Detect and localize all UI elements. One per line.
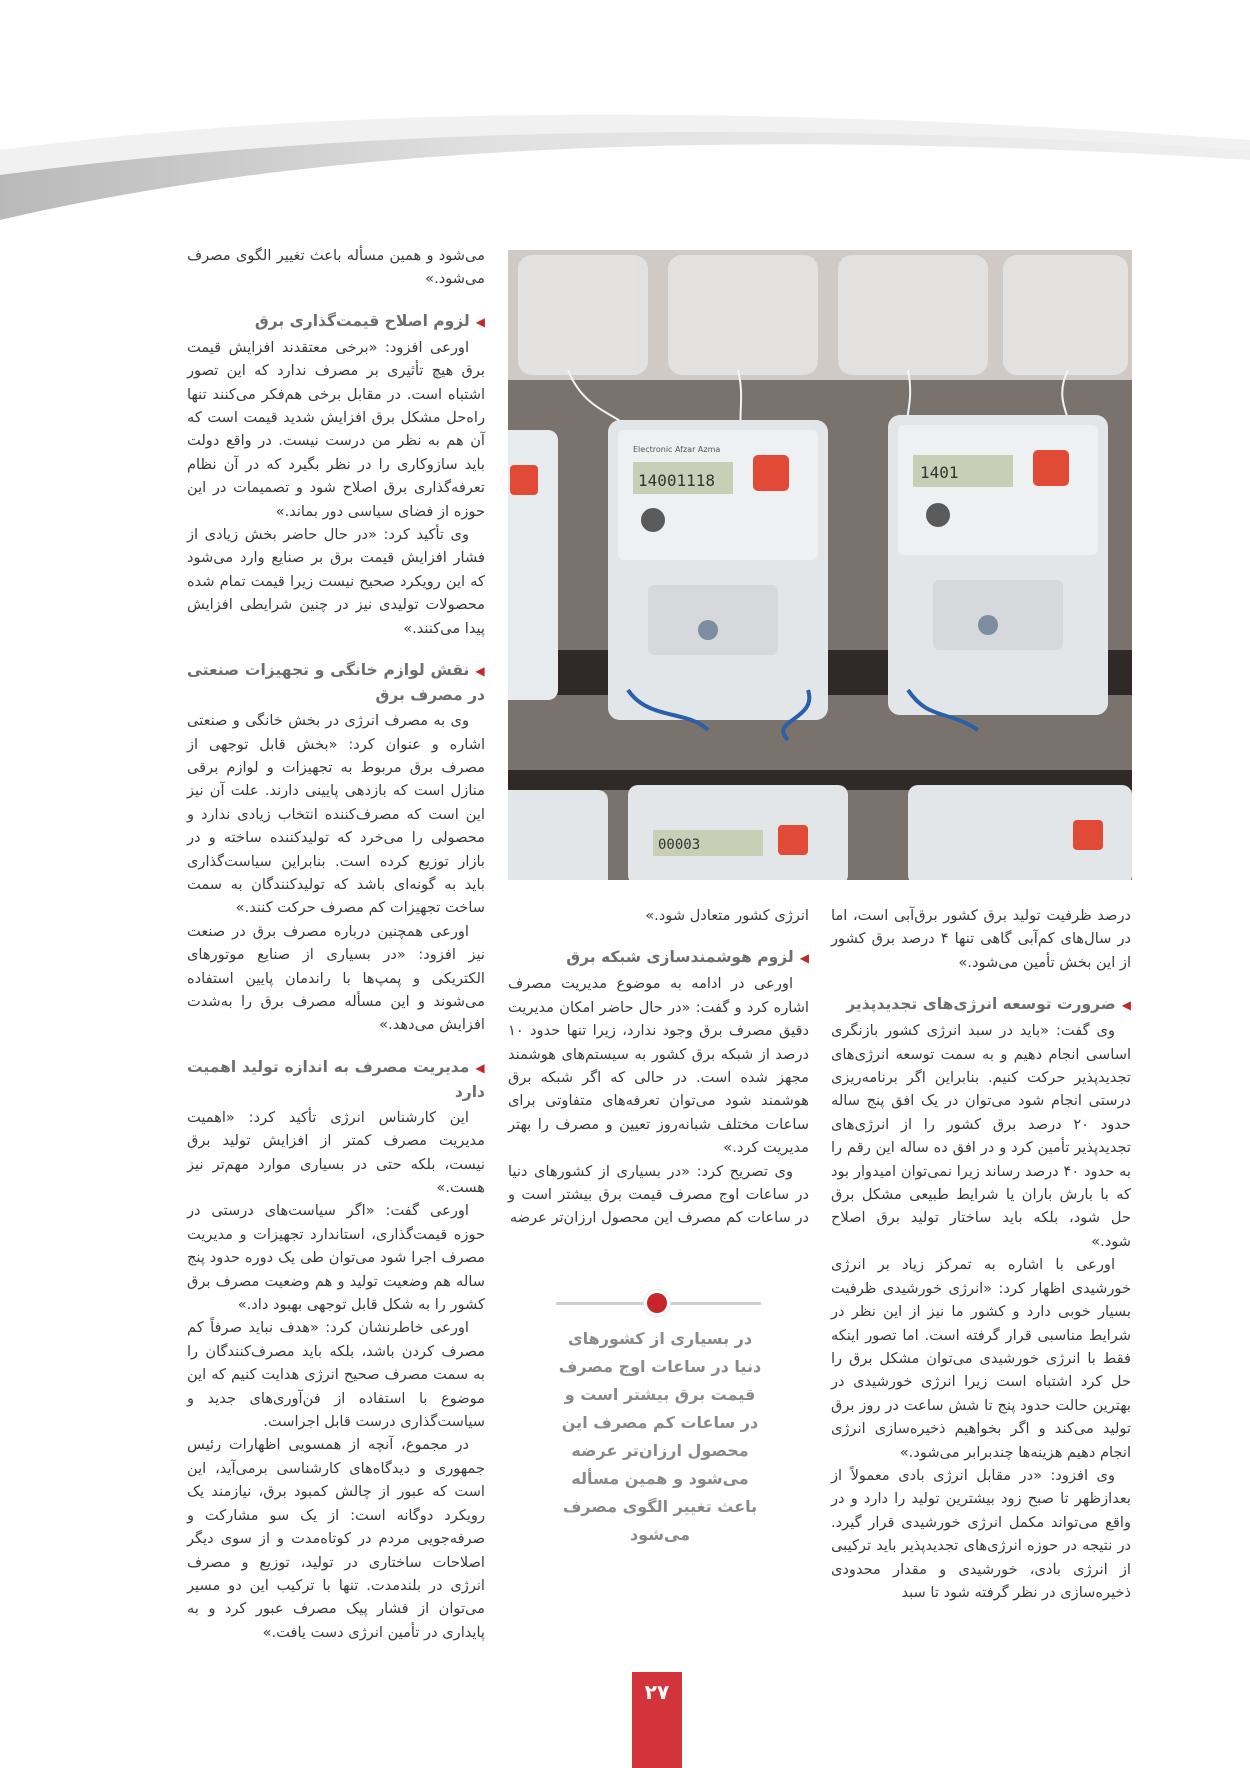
paragraph: این کارشناس انرژی تأکید کرد: «اهمیت مدیریت مصرف کمتر از افزایش تولید برق نیست، بلکه حتی در بسیاری موارد مهم‌تر نیز هست.» xyxy=(187,1108,485,1196)
pull-quote: در بسیاری از کشورهای دنیا در ساعات اوج مصرف قیمت برق بیشتر است و در ساعات کم مصرف این محصول ارزان‌تر عرضه می‌شود و همین مسأله باعث تغییر الگوی مصرف می‌شود xyxy=(558,1329,762,1544)
electricity-meters-photo xyxy=(508,250,1132,880)
middle-column xyxy=(508,904,809,1230)
svg-text:1401: 1401 xyxy=(920,463,959,482)
paragraph: وی به مصرف انرژی در بخش خانگی و صنعتی اشاره و عنوان کرد: «بخش قابل توجهی از مصرف برق مربوط به تجهیزات و لوازم برقی منازل است که بازدهی پایینی دارند. علت آن نیز این است که مصرف‌کننده انتخاب زیادی ندارد و محصولی را می‌خرد که تولیدکننده ساخته و در بازار توزیع کرده است. بنابراین سیاست‌گذاری باید به گونه‌ای باشد که تولیدکنندگان به سمت ساخت تجهیزات کم مصرف حرکت کنند.» xyxy=(187,712,485,917)
paragraph: در مجموع، آنچه از همسویی اظهارات رئیس جمهوری و دیدگاه‌های کارشناسی برمی‌آید، این است که عبور از چالش کمبود برق، نیازمند یک رویکرد دوگانه است: از یک سو مشارکت و صرفه‌جویی مردم در کوتاه‌مدت و از سوی دیگر اصلاحات ساختاری در تولید، توزیع و مصرف انرژی در بلندمدت. تنها با ترکیب این دو مسیر می‌توان از فشار پیک مصرف عبور کرد و به پایداری در تأمین انرژی دست یافت.» xyxy=(187,1436,485,1641)
paragraph: وی گفت: «باید در سبد انرژی کشور بازنگری اساسی انجام دهیم و به سمت توسعه انرژی‌های تجدیدپذیر حرکت کنیم. بنابراین اگر برنامه‌ریزی درستی انجام شود می‌توان در یک افق پنج ساله حدود ۲۰ درصد برق کشور را از انرژی‌های تجدیدپذیر تأمین کرد و در افق ده ساله این رقم را به حدود ۴۰ درصد رساند زیرا نمی‌توان امیدوار بود که با بارش باران یا شرایط طبیعی مشکل برق حل شود، بلکه باید ساختار تولید برق اصلاح شود.» xyxy=(831,1022,1131,1250)
right-intro: درصد ظرفیت تولید برق کشور برق‌آبی است، اما در سال‌های کم‌آبی گاهی تنها ۴ درصد برق کشور از این بخش تأمین می‌شود.» xyxy=(831,907,1131,971)
paragraph: اورعی خاطرنشان کرد: «هدف نباید صرفاً کم مصرف کردن باشد، بلکه باید مصرف‌کنندگان را به سمت مصرف صحیح انرژی هدایت کنیم که این موضوع با استفاده از فن‌آوری‌های جدید و سیاست‌گذاری درست قابل اجراست. xyxy=(187,1319,485,1431)
right-column xyxy=(831,904,1131,1604)
header-curve xyxy=(0,0,1250,240)
left-column xyxy=(187,244,485,1644)
meters-illustration xyxy=(508,250,1132,880)
triangle-icon: ◀ xyxy=(475,1060,485,1075)
quote-dot-icon xyxy=(647,1293,667,1313)
section-heading: ◀نقش لوازم خانگی و تجهیزات صنعتی در مصرف برق xyxy=(187,661,485,705)
paragraph: وی تأکید کرد: «در حال حاضر بخش زیادی از فشار افزایش قیمت برق بر صنایع وارد می‌شود که این رویکرد صحیح نیست زیرا قیمت تمام شده محصولات تولیدی نیز در چنین شرایطی افزایش پیدا می‌کنند.» xyxy=(187,526,485,637)
svg-text:00003: 00003 xyxy=(658,837,701,853)
paragraph: اورعی گفت: «اگر سیاست‌های درستی در حوزه قیمت‌گذاری، استاندارد تجهیزات و مدیریت مصرف اجرا شود می‌توان طی یک دوره حدود پنج ساله هم وضعیت تولید و هم وضعیت مصرف برق کشور را به شکل قابل توجهی بهبود داد.» xyxy=(187,1202,485,1314)
section-heading: ◀لزوم هوشمندسازی شبکه برق xyxy=(566,948,809,967)
paragraph: اورعی در ادامه به موضوع مدیریت مصرف اشاره کرد و گفت: «در حال حاضر امکان مدیریت دقیق مصرف برق وجود ندارد، زیرا تنها حدود ۱۰ درصد از شبکه برق کشور به سیستم‌های هوشمند مجهز شده است. در حالی که اگر شبکه برق هوشمند شود می‌توان تعرفه‌های متفاوتی برای ساعات مختلف شبانه‌روز تعیین و مصرف را بهتر مدیریت کرد.» xyxy=(508,975,809,1157)
paragraph: اورعی با اشاره به تمرکز زیاد بر انرژی خورشیدی اظهار کرد: «انرژی خورشیدی ظرفیت بسیار خوبی دارد و کشور ما نیز از این نظر در شرایط مناسبی قرار گرفته است. اما تصور اینکه فقط با انرژی خورشیدی می‌توان مشکل برق را حل کرد اشتباه است زیرا انرژی خورشیدی در بهترین حالت حدود پنج تا شش ساعت در روز برق تولید می‌کند و اگر بخواهیم ذخیره‌سازی انرژی انجام دهیم هزینه‌ها چندبرابر می‌شود.» xyxy=(831,1256,1131,1461)
section-heading: ◀مدیریت مصرف به اندازه تولید اهمیت دارد xyxy=(187,1057,485,1101)
paragraph: اورعی افزود: «برخی معتقدند افزایش قیمت برق هیچ تأثیری بر مصرف ندارد که این تصور اشتباه است. در مقابل برخی هم‌فکر می‌کنند تنها راه‌حل مشکل برق افزایش شدید قیمت است که آن هم به نظر من درست نیست. در واقع دولت باید سازوکاری را در نظر بگیرد که در آن نظام تعرفه‌گذاری برق اصلاح شود و تصمیمات در این حوزه از فضای سیاسی دور بماند.» xyxy=(187,338,485,520)
triangle-icon: ◀ xyxy=(799,951,809,966)
section-heading: ◀ضرورت توسعه انرژی‌های تجدیدپذیر xyxy=(846,995,1131,1014)
triangle-icon: ◀ xyxy=(475,664,485,679)
paragraph: وی افزود: «در مقابل انرژی بادی معمولاً از بعدازظهر تا صبح زود بیشترین تولید را دارد و در واقع می‌تواند مکمل انرژی خورشیدی قرار گیرد. در نتیجه در حوزه انرژی‌های تجدیدپذیر باید ترکیبی از انرژی بادی، خورشیدی و مقدار محدودی ذخیره‌سازی در نظر گرفته شود تا سبد xyxy=(831,1466,1131,1601)
svg-text:Electronic Afzar Azma: Electronic Afzar Azma xyxy=(633,445,721,454)
paragraph: اورعی همچنین درباره مصرف برق در صنعت نیز افزود: «در بسیاری از صنایع موتورهای الکتریکی و پمپ‌ها با راندمان پایین استفاده می‌شوند و این مسأله مصرف برق را به‌شدت افزایش می‌دهد.» xyxy=(187,922,485,1034)
paragraph: وی تصریح کرد: «در بسیاری از کشورهای دنیا در ساعات اوج مصرف قیمت برق بیشتر است و در ساعات کم مصرف این محصول ارزان‌تر عرضه xyxy=(508,1162,809,1227)
meter-reading: 14001118 xyxy=(638,471,716,490)
left-intro: می‌شود و همین مسأله باعث تغییر الگوی مصرف می‌شود.» xyxy=(187,247,485,288)
middle-intro: انرژی کشور متعادل شود.» xyxy=(645,907,809,924)
triangle-icon: ◀ xyxy=(1121,998,1131,1013)
triangle-icon: ◀ xyxy=(475,314,485,329)
page-number: ۲۷ xyxy=(644,1680,670,1704)
section-heading: ◀لزوم اصلاح قیمت‌گذاری برق xyxy=(254,311,485,330)
